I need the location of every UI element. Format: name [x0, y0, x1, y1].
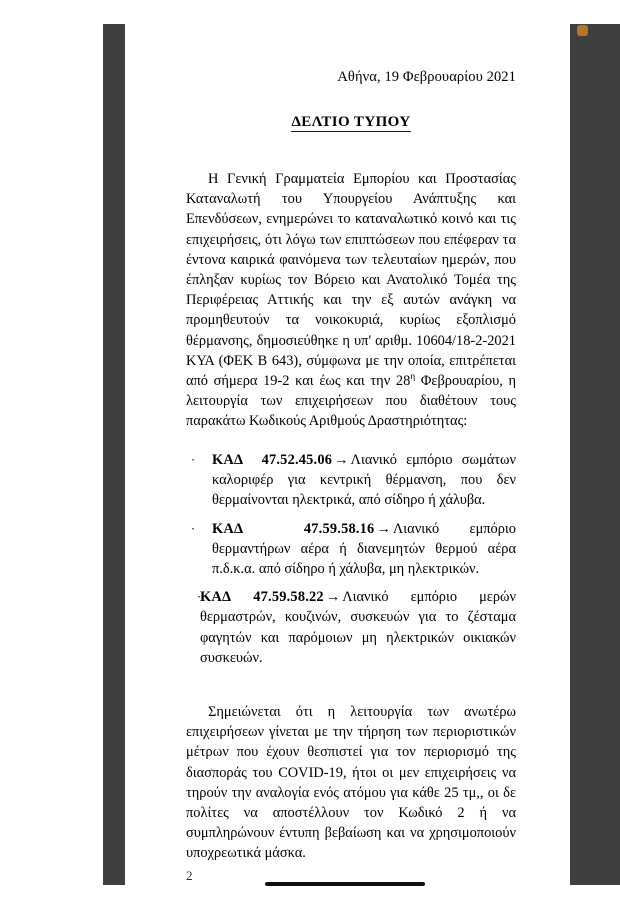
- arrow-icon: →: [325, 589, 341, 606]
- list-item: [186, 519, 516, 580]
- kad-code: 47.59.58.16: [303, 520, 375, 537]
- ordinal-superscript: η: [410, 372, 416, 383]
- recording-indicator-dot: [577, 25, 588, 36]
- kad-code-list: [186, 450, 516, 676]
- left-chrome-bar: [103, 24, 125, 885]
- list-item-body: [186, 450, 516, 511]
- paragraph-intro-continued: Φεβρουαρίου, η λειτουργία των επιχειρήσεων που διαθέτουν τους παρακάτω Κωδικούς Αριθμούς Δραστηριότητας:: [186, 373, 516, 430]
- document-page: [103, 22, 571, 885]
- paragraph-intro: [186, 169, 516, 432]
- list-item: [186, 587, 516, 668]
- kad-description: Λιανικό εμπόριο θερμαντήρων αέρα ή διανεμητών θερμού αέρα π.δ.κ.α. από σίδηρο ή χάλυβα, μη ηλεκτρικών.: [212, 520, 516, 578]
- list-item-body: [186, 587, 516, 668]
- bullet-icon: ·: [190, 520, 196, 536]
- page-title: [186, 114, 516, 131]
- kad-label: ΚΑΔ: [212, 452, 244, 468]
- arrow-icon: →: [334, 452, 349, 468]
- kad-code: 47.52.45.06: [261, 452, 333, 468]
- arrow-icon: →: [376, 520, 391, 537]
- page-title-text: ΔΕΛΤΙΟ ΤΥΠΟΥ: [291, 114, 411, 130]
- kad-label: ΚΑΔ: [200, 589, 232, 606]
- paragraph-intro-text: Η Γενική Γραμματεία Εμπορίου και Προστασίας Καταναλωτή του Υπουργείου Ανάπτυξης και Επενδύσεων, ενημερώνει το καταναλωτικό κοινό και τις επιχειρήσεις, ότι λόγω των επιπτώσεων που επέφεραν τα έντονα καιρικά φαινόμενα των τελευταίων ημερών, που έπληξαν κυρίως τον Βόρειο και Ανατολικό Τομέα της Περιφέρειας Αττικής και την εξ αυτών ανάγκη να προμηθευτούν τα νοικοκυριά, κυρίως εξοπλισμό θέρμανσης, δημοσιεύθηκε η υπ' αριθμ. 10604/18-2-2021 ΚΥΑ (ΦΕΚ Β 643), σύμφωνα με την οποία, επιτρέπεται από σήμερα 19-2 και έως και την 28: [186, 171, 516, 390]
- list-item-body: [186, 519, 516, 580]
- kad-description: Λιανικό εμπόριο σωμάτων καλοριφέρ για κεντρική θέρμανση, που δεν θερμαίνονται ηλεκτρικά, από σίδηρο ή χάλυβα.: [212, 452, 516, 509]
- document-date: Αθήνα, 19 Φεβρουαρίου 2021: [337, 69, 516, 85]
- paragraph-notice-text: Σημειώνεται ότι η λειτουργία των ανωτέρω επιχειρήσεων γίνεται με την τήρηση των περιοριστικών μέτρων που έχουν θεσπιστεί για τον περιορισμό της διασποράς του COVID-19, ήτοι οι μεν επιχειρήσεις να τηρούν την αναλογία ενός ατόμου για κάθε 25 τμ,, οι δε πολίτες να αποστέλλουν τον Κωδικό 2 ή να συμπληρώνουν έντυπη βεβαίωση και να χρησιμοποιούν υποχρεωτικά μάσκα.: [186, 704, 516, 862]
- bullet-icon: ·: [196, 589, 202, 605]
- home-indicator[interactable]: [265, 882, 425, 886]
- paragraph-notice: [186, 702, 516, 864]
- kad-description: Λιανικό εμπόριο μερών θερμαστρών, κουζινών, συσκευών για το ζέσταμα φαγητών και παρόμοιων μη ηλεκτρικών οικιακών συσκευών.: [200, 589, 516, 666]
- page-number: 2: [186, 868, 193, 883]
- list-item: [186, 450, 516, 511]
- kad-code: 47.59.58.22: [253, 589, 324, 606]
- bullet-icon: ·: [190, 452, 196, 467]
- right-chrome-bar: [570, 24, 620, 885]
- kad-label: ΚΑΔ: [212, 520, 244, 537]
